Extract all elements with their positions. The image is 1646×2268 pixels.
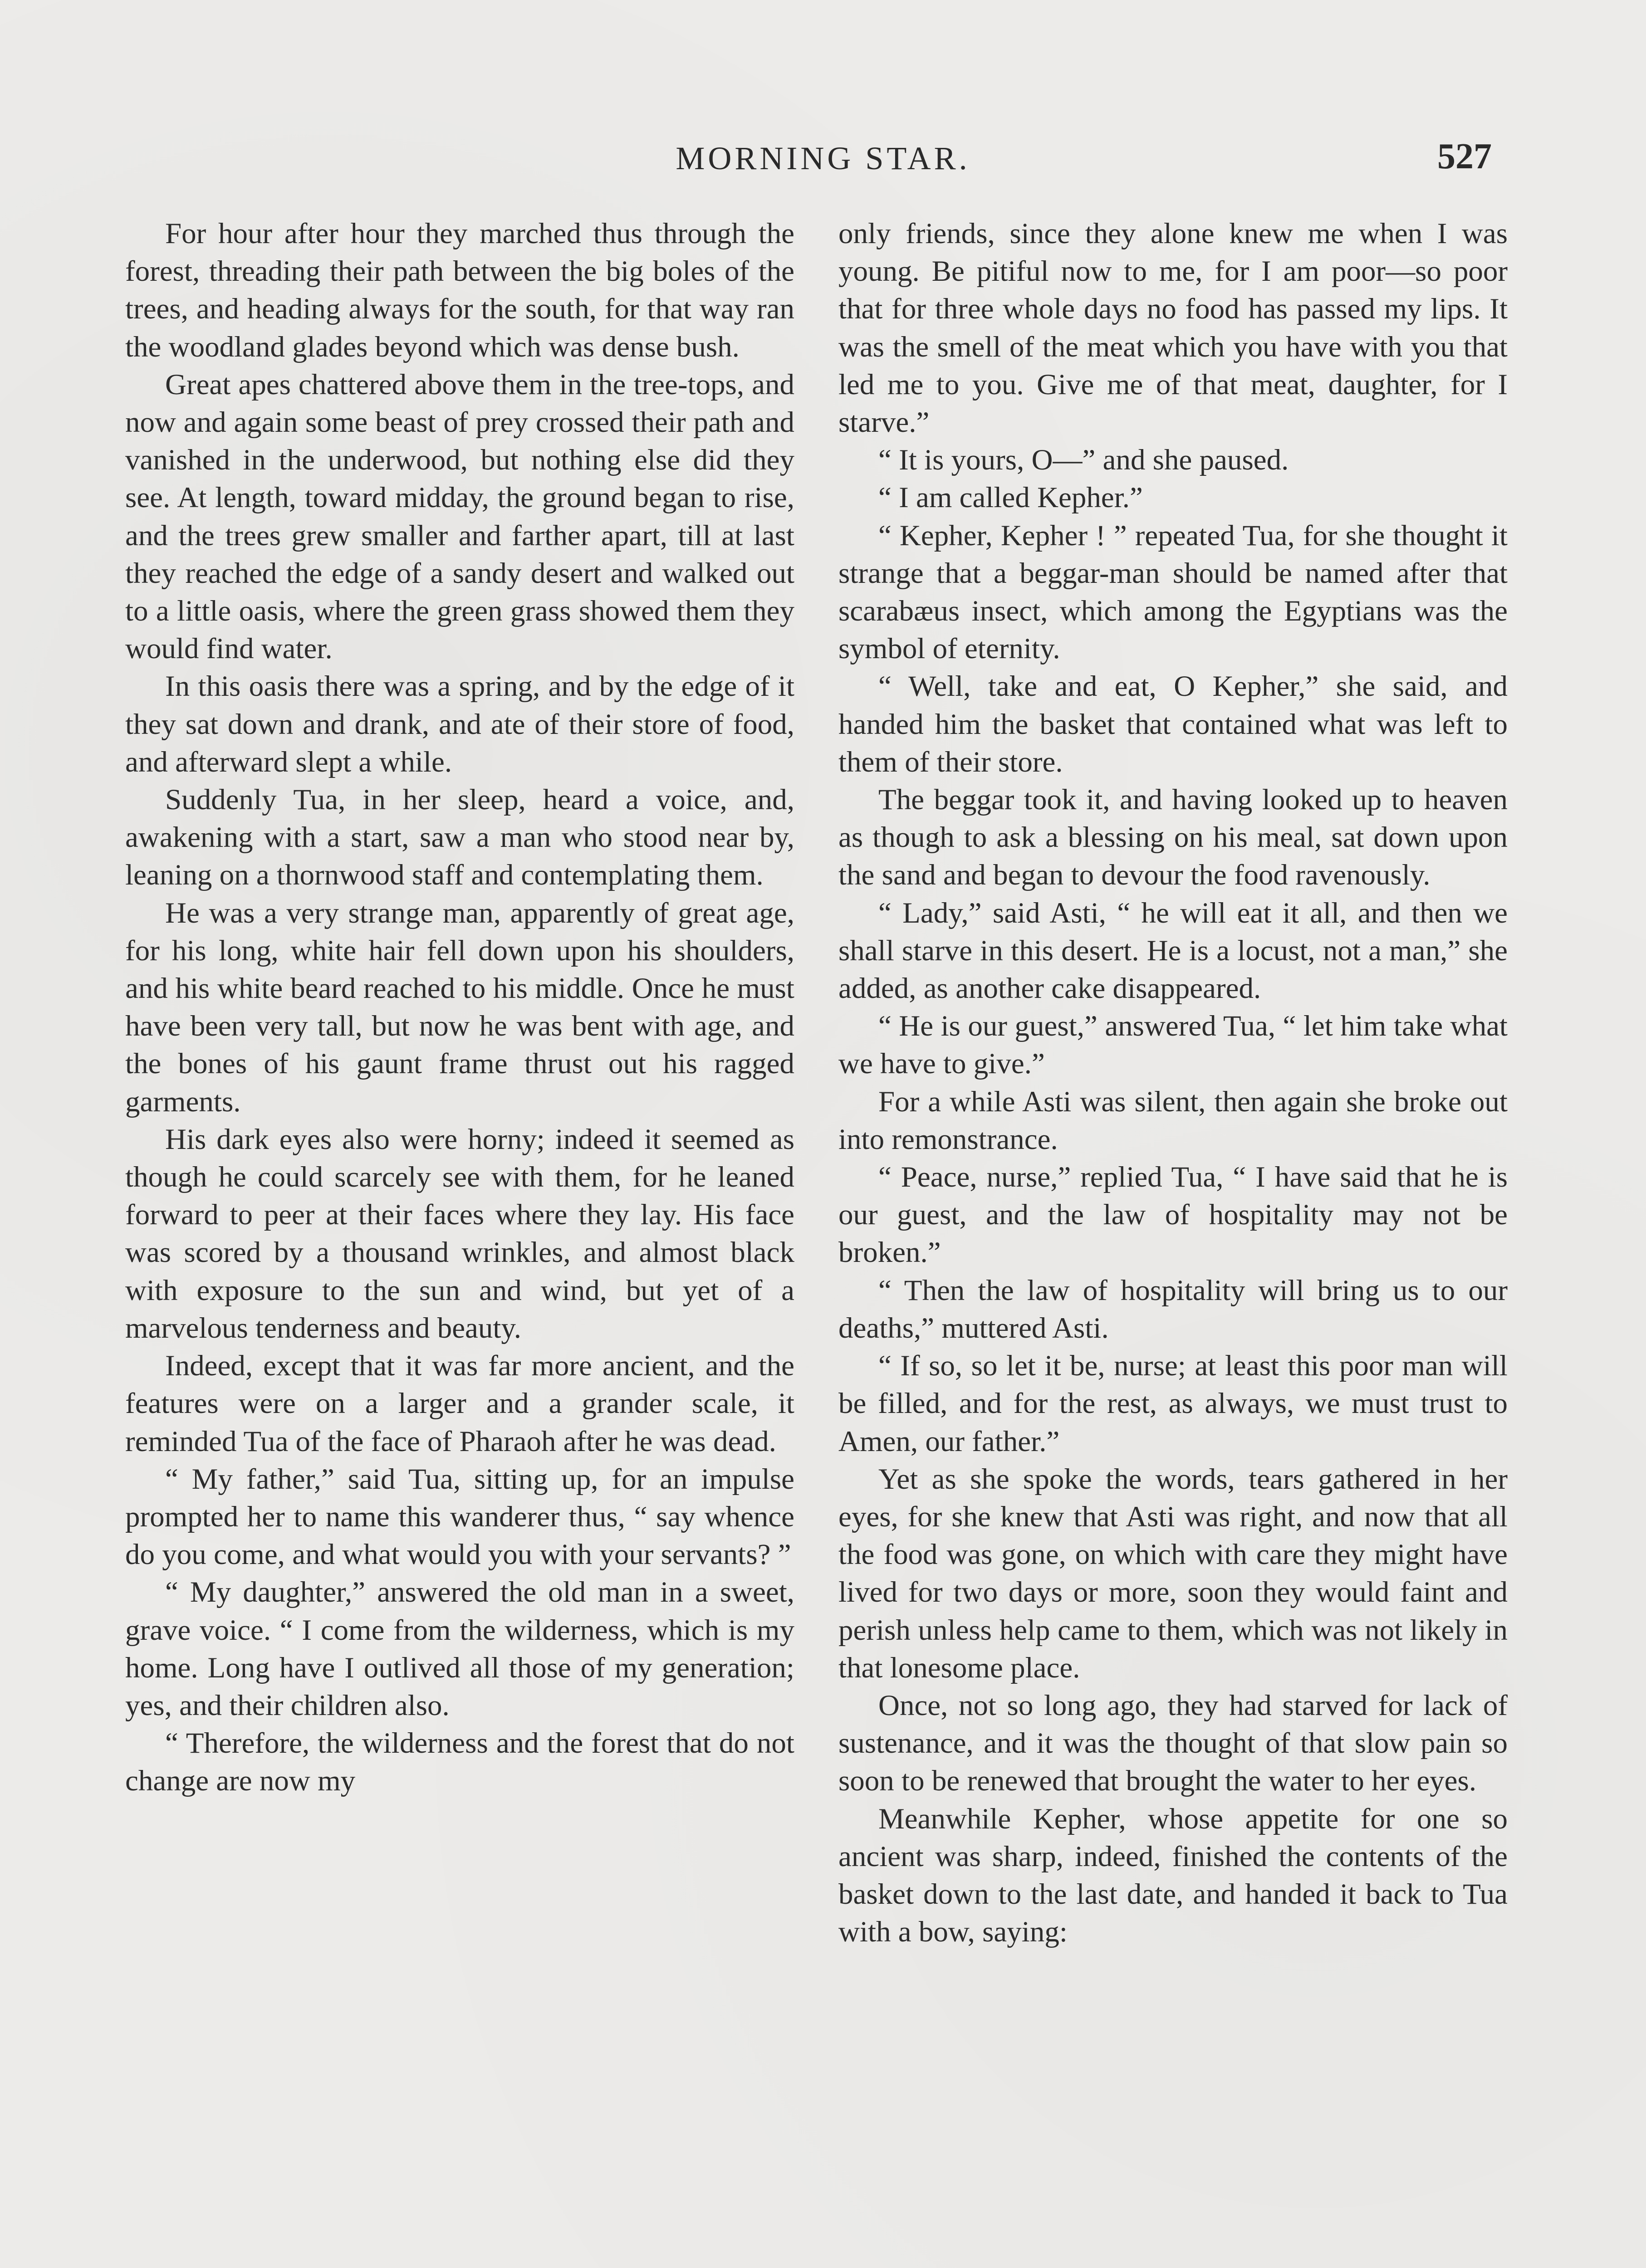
paragraph: “ Then the law of hospitality will bring us to our deaths,” muttered Asti.	[838, 1274, 1508, 1344]
paragraph: Yet as she spoke the words, tears gathered in her eyes, for she knew that Asti was right, and now that all the food was gone, on which with care they might have lived for two days or more, soon they would faint and perish unless help came to them, which was not likely in that lonesome place.	[838, 1462, 1508, 1684]
paragraph: Suddenly Tua, in her sleep, heard a voice, and, awakening with a start, saw a man who stood near by, leaning on a thornwood staff and contemplating them.	[125, 783, 794, 892]
paragraph: Great apes chattered above them in the tree-tops, and now and again some beast of prey crossed their path and vanished in the underwood, but nothing else did they see. At length, toward midday, the ground began to rise, and the trees grew smaller and farther apart, till at last they reached the edge of a sandy desert and walked out to a little oasis, where the green grass showed them they would find water.	[125, 368, 794, 665]
paragraph: “ I am called Kepher.”	[878, 481, 1143, 514]
paragraph: Indeed, except that it was far more ancient, and the features were on a larger and a grander scale, it reminded Tua of the face of Pharaoh after he was dead.	[125, 1349, 794, 1458]
paragraph: “ Kepher, Kepher ! ” repeated Tua, for she thought it strange that a beggar-man should be named after that scarabæus insect, which among the Egyptians was the symbol of eternity.	[838, 519, 1508, 665]
paragraph: “ He is our guest,” answered Tua, “ let him take what we have to give.”	[838, 1010, 1508, 1080]
page-header	[0, 136, 1646, 181]
paragraph: He was a very strange man, apparently of great age, for his long, white hair fell down upon his shoulders, and his white beard reached to his middle. Once he must have been very tall, but now he was bent with age, and the bones of his gaunt frame thrust out his ragged garments.	[125, 896, 794, 1118]
paragraph: In this oasis there was a spring, and by the edge of it they sat down and drank, and ate of their store of food, and afterward slept a while.	[125, 670, 794, 778]
paragraph: Once, not so long ago, they had starved for lack of sustenance, and it was the thought of that slow pain so soon to be renewed that brought the water to her eyes.	[838, 1689, 1508, 1798]
paragraph: Meanwhile Kepher, whose appetite for one so ancient was sharp, indeed, finished the contents of the basket down to the last date, and handed it back to Tua with a bow, saying:	[838, 1802, 1508, 1949]
paragraph: “ Lady,” said Asti, “ he will eat it all, and then we shall starve in this desert. He is a locust, not a man,” she added, as another cake disappeared.	[838, 896, 1508, 1005]
right-text-column	[838, 215, 1508, 1951]
paragraph: only friends, since they alone knew me when I was young. Be pitiful now to me, for I am poor—so poor that for three whole days no food has passed my lips. It was the smell of the meat which you have with you that led me to you. Give me of that meat, daughter, for I starve.”	[838, 217, 1508, 439]
paragraph: “ It is yours, O—” and she paused.	[878, 444, 1289, 477]
paragraph: For a while Asti was silent, then again she broke out into remonstrance.	[838, 1085, 1508, 1156]
paragraph: “ My daughter,” answered the old man in a sweet, grave voice. “ I come from the wilderness, which is my home. Long have I outlived all those of my generation; yes, and their children also.	[125, 1576, 794, 1722]
running-title: MORNING STAR.	[676, 140, 970, 176]
paragraph: “ Therefore, the wilderness and the forest that do not change are now my	[125, 1727, 794, 1798]
paragraph: His dark eyes also were horny; indeed it seemed as though he could scarcely see with them, for he leaned forward to peer at their faces where they lay. His face was scored by a thousand wrinkles, and almost black with exposure to the sun and wind, but yet of a marvelous tenderness and beauty.	[125, 1123, 794, 1344]
paragraph: “ My father,” said Tua, sitting up, for an impulse prompted her to name this wanderer thus, “ say whence do you come, and what would you with your servants? ”	[125, 1462, 794, 1571]
page-number: 527	[1437, 137, 1492, 176]
paragraph: “ Well, take and eat, O Kepher,” she said, and handed him the basket that contained what was left to them of their store.	[838, 670, 1508, 778]
paragraph: The beggar took it, and having looked up to heaven as though to ask a blessing on his meal, sat down upon the sand and began to devour the food ravenously.	[838, 783, 1508, 892]
paragraph: “ If so, so let it be, nurse; at least this poor man will be filled, and for the rest, as always, we must trust to Amen, our father.”	[838, 1349, 1508, 1458]
left-text-column	[125, 215, 794, 1800]
paragraph: “ Peace, nurse,” replied Tua, “ I have said that he is our guest, and the law of hospitality may not be broken.”	[838, 1161, 1508, 1269]
paragraph: For hour after hour they marched thus through the forest, threading their path between the big boles of the trees, and heading always for the south, for that way ran the woodland glades beyond which was dense bush.	[125, 217, 794, 363]
